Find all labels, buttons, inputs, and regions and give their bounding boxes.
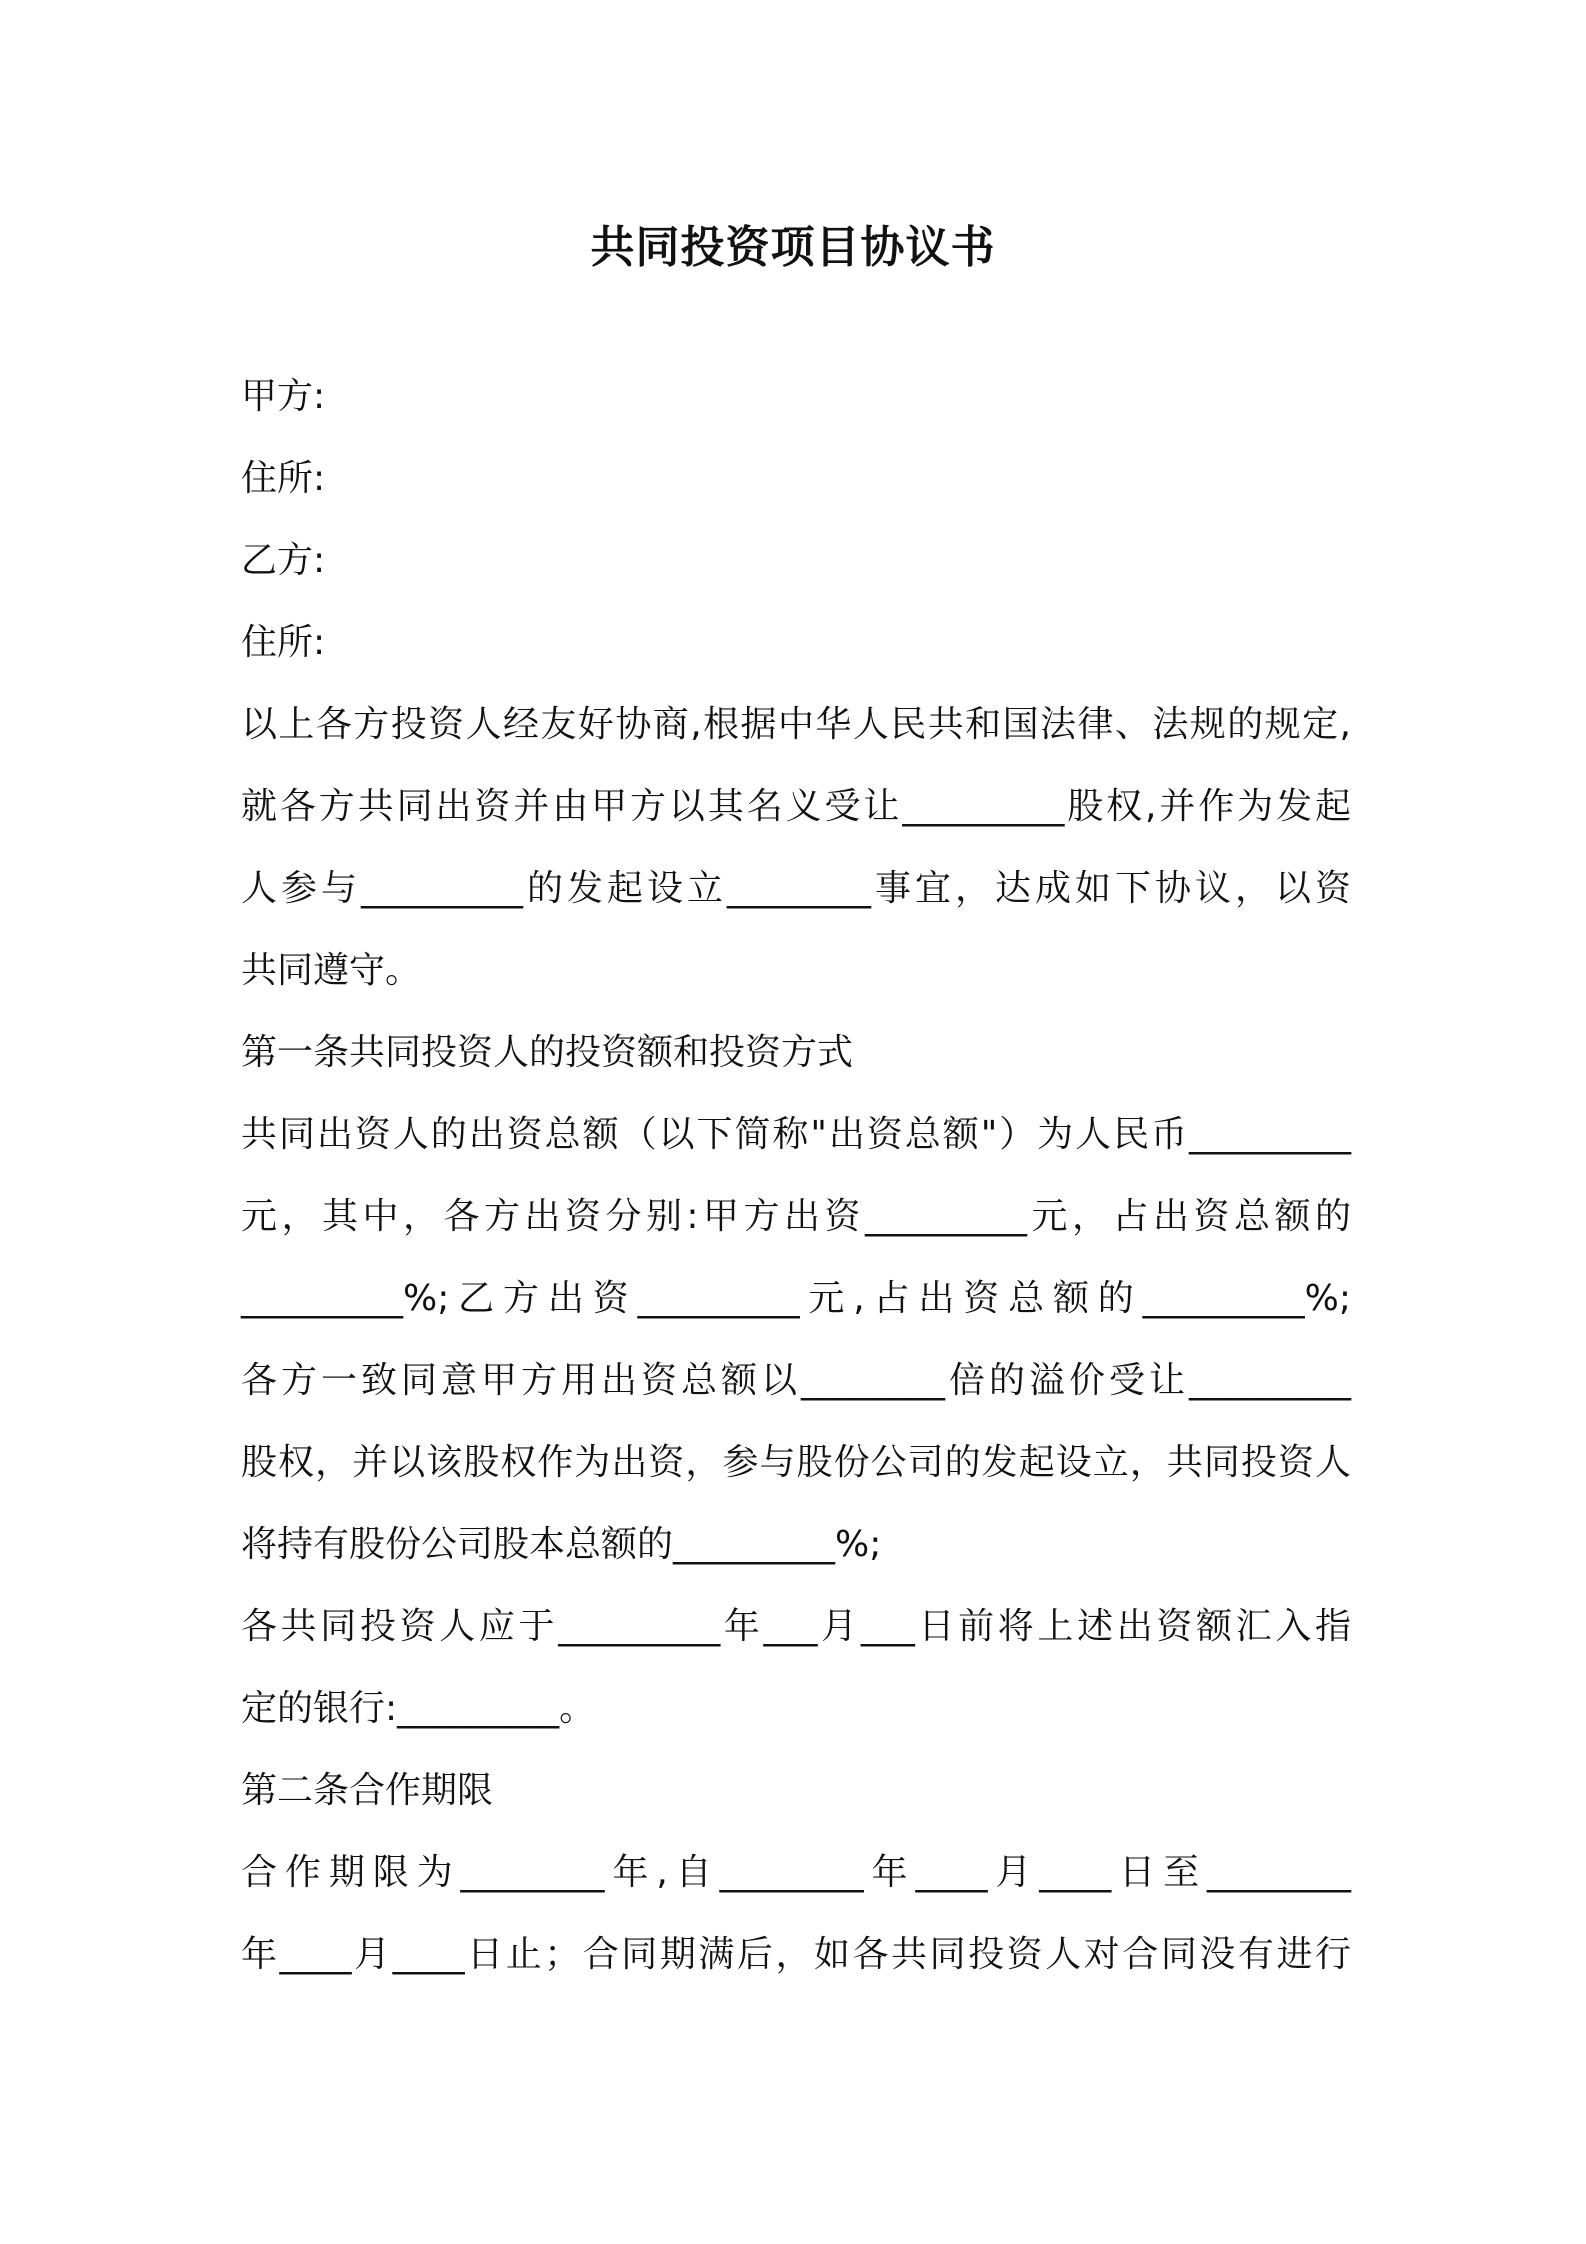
article-2-heading: 第二条合作期限 bbox=[241, 1770, 494, 1811]
party-b-label: 乙方: bbox=[241, 540, 326, 581]
party-b-address-label: 住所: bbox=[241, 622, 326, 663]
article-1-line-3: _________%;乙方出资_________元,占出资总额的_________%; bbox=[241, 1278, 1351, 1319]
preamble-line-3: 人参与_________的发起设立________事宜，达成如下协议，以资 bbox=[241, 868, 1351, 909]
article-1-line-5: 股权，并以该股权作为出资，参与股份公司的发起设立，共同投资人 bbox=[241, 1442, 1351, 1483]
preamble-line-1: 以上各方投资人经友好协商,根据中华人民共和国法律、法规的规定, bbox=[241, 704, 1351, 745]
party-a-address-label: 住所: bbox=[241, 458, 326, 499]
article-2-line-1: 合作期限为________年,自________年____月____日至________ bbox=[241, 1852, 1351, 1893]
document-body bbox=[241, 356, 1351, 1996]
preamble-line-2: 就各方共同出资并由甲方以其名义受让_________股权,并作为发起 bbox=[241, 786, 1351, 827]
article-1-line-8: 定的银行:_________。 bbox=[241, 1688, 596, 1729]
article-1-line-6: 将持有股份公司股本总额的_________%; bbox=[241, 1524, 882, 1565]
article-2-line-2: 年____月____日止；合同期满后，如各共同投资人对合同没有进行 bbox=[241, 1934, 1351, 1975]
party-a-label: 甲方: bbox=[241, 376, 326, 417]
preamble-line-4: 共同遵守。 bbox=[241, 950, 422, 991]
article-1-line-7: 各共同投资人应于_________年___月___日前将上述出资额汇入指 bbox=[241, 1606, 1351, 1647]
article-1-heading: 第一条共同投资人的投资额和投资方式 bbox=[241, 1032, 854, 1073]
article-1-line-4: 各方一致同意甲方用出资总额以________倍的溢价受让_________ bbox=[241, 1360, 1351, 1401]
article-1-line-2: 元，其中，各方出资分别:甲方出资_________元，占出资总额的 bbox=[241, 1196, 1351, 1237]
document-title: 共同投资项目协议书 bbox=[590, 222, 996, 273]
article-1-line-1: 共同出资人的出资总额（以下简称"出资总额"）为人民币_________ bbox=[241, 1114, 1351, 1155]
